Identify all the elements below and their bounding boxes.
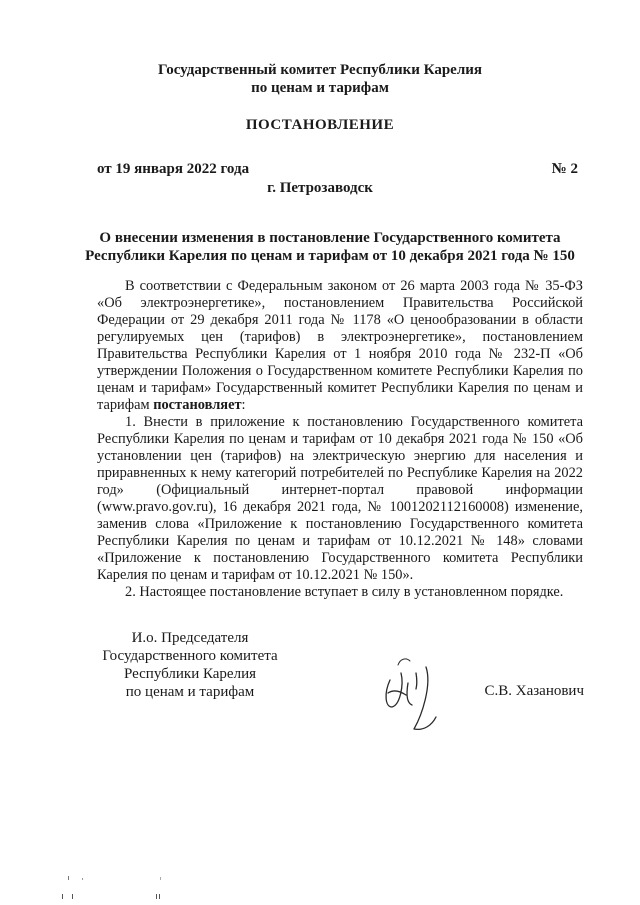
document-type: ПОСТАНОВЛЕНИЕ <box>245 117 395 133</box>
document-title: О внесении изменения в постановление Государственного комитета Республики Карелия по ценам и тарифам от 10 декабря 2021 года № 150 <box>85 230 575 264</box>
signatory-position-line: Государственного комитета <box>102 648 278 664</box>
signatory-position-line: по ценам и тарифам <box>125 684 255 700</box>
scan-artifacts <box>60 872 260 902</box>
item-1-paragraph: 1. Внести в приложение к постановлению Государственного комитета Республики Карелия по ценам и тарифам от 10 декабря 2021 года № 150 «Об установлении цен (тарифов) на электрическую энергию для населения и приравненных к нему категорий потребителей по Республике Карелия на 2022 год» (Официальный интернет-портал правовой информации (www.pravo.gov.ru), 16 декабря 2021 года, № 1001202112160008) изменение, заменив слова «Приложение к постановлению Государственного комитета Республики Карелия по ценам и тарифам от 10.12.2021 № 148» словами «Приложение к постановлению Государственного комитета Республики Карелия по ценам и тарифам от 10.12.2021 № 150». <box>97 414 583 583</box>
document-city: г. Петрозаводск <box>267 180 373 196</box>
item-2-paragraph: 2. Настоящее постановление вступает в силу в установленном порядке. <box>125 584 564 600</box>
signatory-position-line: И.о. Председателя <box>131 630 249 646</box>
issuer-name-line2: по ценам и тарифам <box>251 80 389 96</box>
signatory-name: С.В. Хазанович <box>484 683 584 699</box>
document-date: от 19 января 2022 года <box>97 161 250 177</box>
preamble-end: : <box>241 397 246 413</box>
issuer-name: Государственный комитет Республики Карелия <box>158 62 482 78</box>
document-number: № 2 <box>551 161 578 177</box>
signatory-position-line: Республики Карелия <box>123 666 257 682</box>
signatory-position <box>90 629 290 701</box>
preamble-text: В соответствии с Федеральным законом от 26 марта 2003 года № 35-ФЗ «Об электроэнергетике», постановлением Правительства Российской Федерации от 29 декабря 2011 года № 1178 «О ценообразовании в области регулируемых цен (тарифов) в электроэнергетике», постановлением Правительства Республики Карелия от 1 ноября 2010 года № 232-П «Об утверждении Положения о Государственном комитете Республики Карелия по ценам и тарифам» Государственный комитет Республики Карелия по ценам и тарифам <box>97 278 583 413</box>
preamble-decision-word: постановляет <box>153 397 242 413</box>
handwritten-signature <box>370 645 470 735</box>
preamble-paragraph <box>97 278 583 414</box>
document-body <box>97 278 583 601</box>
